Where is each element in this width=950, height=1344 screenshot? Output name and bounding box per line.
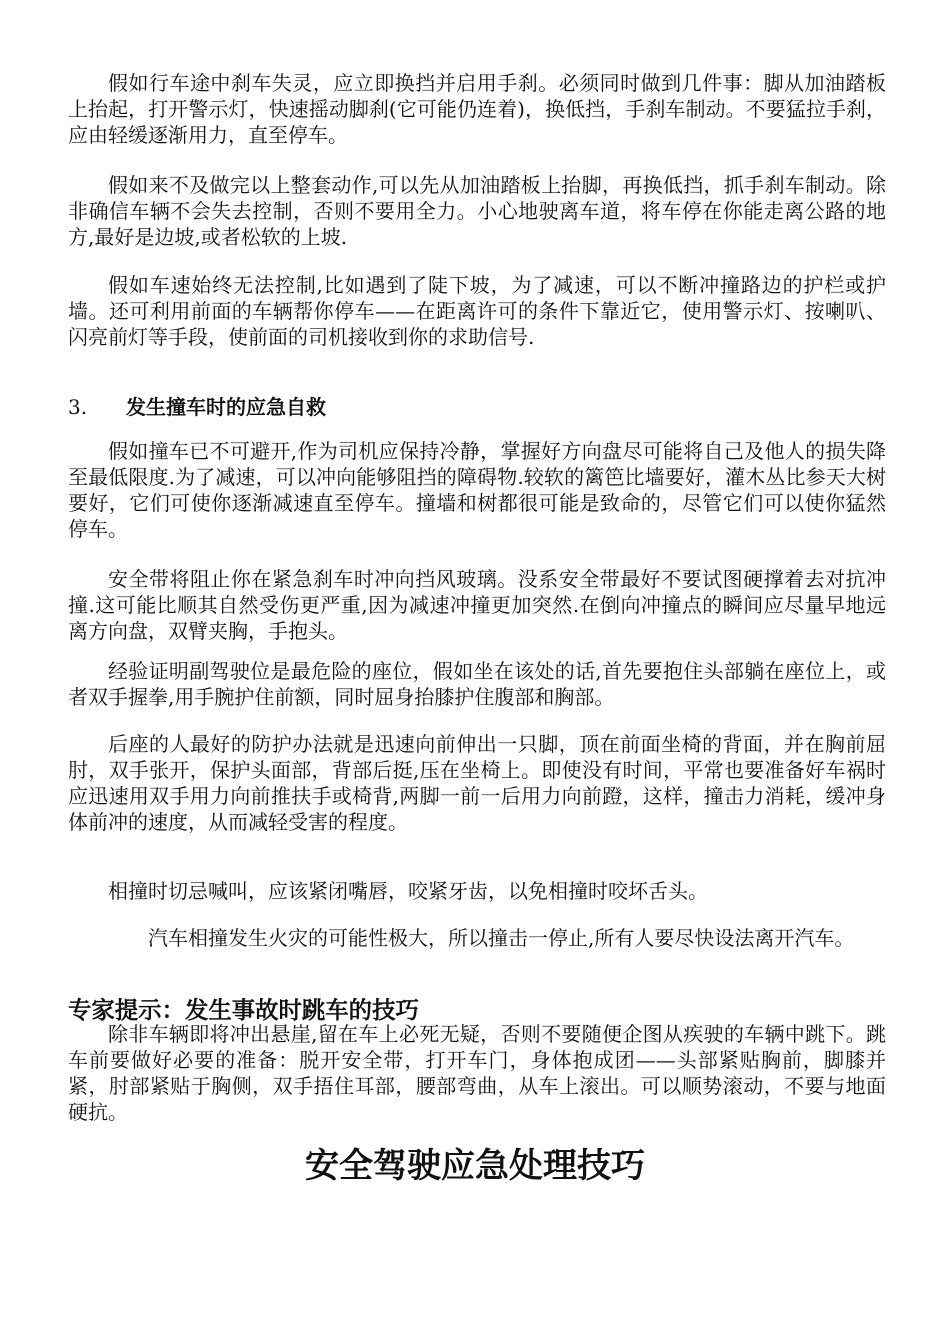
section-number: 3. [68,395,88,419]
section-heading [68,394,326,420]
section-title: 发生撞车时的应急自救 [126,395,326,419]
paragraph-speed-control: 假如车速始终无法控制,比如遇到了陡下坡，为了减速，可以不断冲撞路边的护栏或护墙。还可利用前面的车辆帮你停车——在距离许可的条件下靠近它，使用警示灯、按喇叭、闪亮前灯等手段，使前面的司机接收到你的求助信号. [68,273,886,349]
paragraph-passenger-seat: 经验证明副驾驶位是最危险的座位，假如坐在该处的话,首先要抱住头部躺在座位上，或者双手握拳,用手腕护住前额，同时屈身抬膝护住腹部和胸部。 [68,659,886,709]
document-title: 安全驾驶应急处理技巧 [305,1146,645,1186]
expert-tip-title: 专家提示：发生事故时跳车的技巧 [68,996,419,1024]
paragraph-brake-failure: 假如行车途中刹车失灵，应立即换挡并启用手刹。必须同时做到几件事：脚从加油踏板上抬起，打开警示灯，快速摇动脚刹(它可能仍连着)，换低挡，手刹车制动。不要猛拉手刹，应由轻缓逐渐用力，直至停车。 [68,71,886,147]
paragraph-no-shouting: 相撞时切忌喊叫，应该紧闭嘴唇，咬紧牙齿，以免相撞时咬坏舌头。 [108,879,708,903]
paragraph-jump-out: 除非车辆即将冲出悬崖,留在车上必死无疑，否则不要随便企图从疾驶的车辆中跳下。跳车前要做好必要的准备：脱开安全带，打开车门，身体抱成团——头部紧贴胸前，脚膝并紧，肘部紧贴于胸侧，双手捂住耳部，腰部弯曲，从车上滚出。可以顺势滚动，不要与地面硬抗。 [68,1022,886,1124]
paragraph-rear-seat: 后座的人最好的防护办法就是迅速向前伸出一只脚，顶在前面坐椅的背面，并在胸前屈肘，双手张开，保护头面部，背部后挺,压在坐椅上。即使没有时间，平常也要准备好车祸时应迅速用双手用力向前推扶手或椅背,两脚一前一后用力向前蹬，这样，撞击力消耗，缓冲身体前冲的速度，从而减轻受害的程度。 [68,732,886,834]
paragraph-quick-actions: 假如来不及做完以上整套动作,可以先从加油踏板上抬脚，再换低挡，抓手刹车制动。除非确信车辆不会失去控制，否则不要用全力。小心地驶离车道，将车停在你能走离公路的地方,最好是边坡,或者松软的上坡. [68,173,886,249]
paragraph-collision-unavoidable: 假如撞车已不可避开,作为司机应保持冷静，掌握好方向盘尽可能将自己及他人的损失降至最低限度.为了减速，可以冲向能够阻挡的障碍物.较软的篱笆比墙要好，灌木丛比参天大树要好，它们可使你逐渐减速直至停车。撞墙和树都很可能是致命的，尽管它们可以使你猛然停车。 [68,439,886,541]
paragraph-seatbelt: 安全带将阻止你在紧急刹车时冲向挡风玻璃。没系安全带最好不要试图硬撑着去对抗冲撞.这可能比顺其自然受伤更严重,因为减速冲撞更加突然.在倒向冲撞点的瞬间应尽量早地远离方向盘，双臂夹胸，手抱头。 [68,567,886,643]
paragraph-fire-risk: 汽车相撞发生火灾的可能性极大，所以撞击一停止,所有人要尽快设法离开汽车。 [148,926,855,950]
